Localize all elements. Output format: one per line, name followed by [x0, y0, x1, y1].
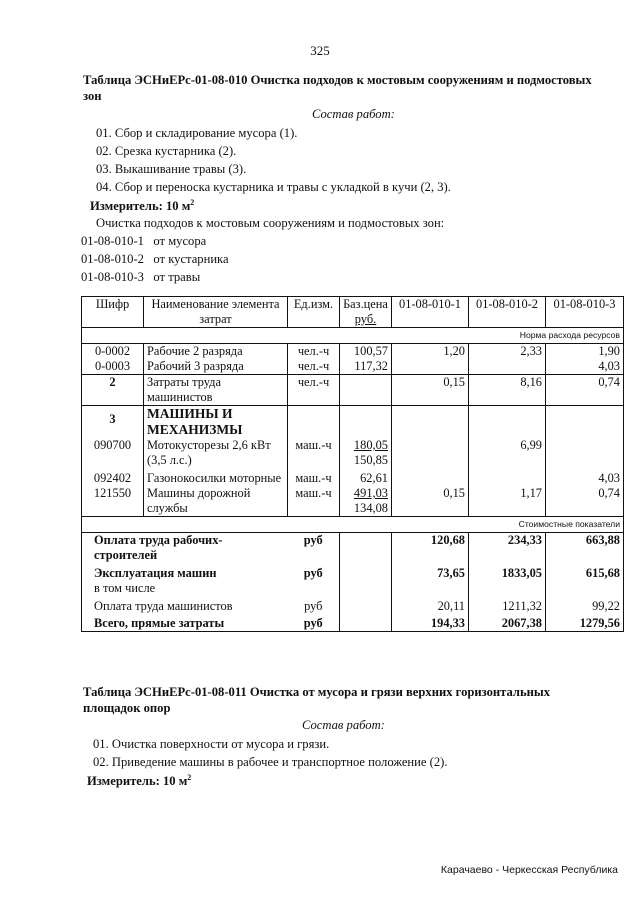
table2-work-item: 02. Приведение машины в рабочее и транспортное положение (2). — [93, 755, 448, 769]
code-list-item: 01-08-010-1 от мусора — [81, 234, 207, 248]
table1-work-item: 04. Сбор и переноска кустарника и травы с укладкой в кучи (2, 3). — [96, 180, 451, 194]
table2-work-item: 01. Очистка поверхности от мусора и грязи. — [93, 737, 330, 751]
table1-works-heading: Состав работ: — [312, 107, 395, 121]
table1-subtitle: Очистка подходов к мостовым сооружениям и подмостовых зон: — [96, 216, 445, 230]
table2-measure: Измеритель: 10 $м^2$ — [87, 773, 192, 789]
header-name: Наименование элемента затрат — [144, 297, 288, 328]
header-unit: Ед.изм. — [288, 297, 340, 328]
norm-note: Норма расхода ресурсов — [82, 328, 624, 344]
header-price: Баз.цена руб. — [340, 297, 392, 328]
table-row: 121550 Машины дорожной службы маш.-ч 491,03 134,08 0,15 1,17 0,74 — [82, 486, 624, 517]
totals-row: Оплата труда машинистов руб 20,11 1211,32 99,22 — [82, 596, 624, 614]
totals-row: Эксплуатация машин руб 73,65 1833,05 615,68 — [82, 563, 624, 581]
table-row: 0-0003 Рабочий 3 разряда чел.-ч 117,32 4,03 — [82, 359, 624, 375]
cost-note: Стоимостные показатели — [82, 517, 624, 533]
table2-title-line2: площадок опор — [83, 701, 171, 715]
table-row: 092402 Газонокосилки моторные маш.-ч 62,61 4,03 — [82, 468, 624, 486]
code-list-item: 01-08-010-3 от травы — [81, 270, 201, 284]
table-row: 2 Затраты труда машинистов чел.-ч 0,15 8,16 0,74 — [82, 375, 624, 406]
header-code: Шифр — [82, 297, 144, 328]
header-col2: 01-08-010-2 — [469, 297, 546, 328]
table-header-row — [82, 297, 624, 328]
header-col1: 01-08-010-1 — [392, 297, 469, 328]
norms-table — [81, 296, 624, 632]
table1-work-item: 03. Выкашивание травы (3). — [96, 162, 247, 176]
table-row: 3 МАШИНЫ И МЕХАНИЗМЫ — [82, 406, 624, 439]
table1-measure: Измеритель: 10 $м^2$ — [90, 198, 195, 214]
table1-title-line1: Таблица ЭСНиЕРс-01-08-010 Очистка подходов к мостовым сооружениям и подмостовых — [83, 73, 592, 87]
table1-work-item: 02. Срезка кустарника (2). — [96, 144, 237, 158]
page-number: 325 — [310, 43, 330, 58]
table-row: 0-0002 Рабочие 2 разряда чел.-ч 100,57 1,20 2,33 1,90 — [82, 344, 624, 360]
totals-row: Оплата труда рабочих- строителей руб 120,68 234,33 663,88 — [82, 533, 624, 564]
table-row: 090700 Мотокусторезы 2,6 кВт (3,5 л.с.) маш.-ч 180,05 150,85 6,99 — [82, 438, 624, 468]
code-list-item: 01-08-010-2 от кустарника — [81, 252, 229, 266]
totals-row: Всего, прямые затраты руб 194,33 2067,38 1279,56 — [82, 614, 624, 632]
totals-row: в том числе — [82, 581, 624, 596]
table1-title-line2: зон — [83, 89, 102, 103]
header-col3: 01-08-010-3 — [546, 297, 624, 328]
footer-region: Карачаево - Черкесская Республика — [440, 864, 618, 876]
table2-works-heading: Состав работ: — [302, 718, 385, 732]
table2-title-line1: Таблица ЭСНиЕРс-01-08-011 Очистка от мусора и грязи верхних горизонтальных — [83, 685, 551, 699]
table1-work-item: 01. Сбор и складирование мусора (1). — [96, 126, 298, 140]
